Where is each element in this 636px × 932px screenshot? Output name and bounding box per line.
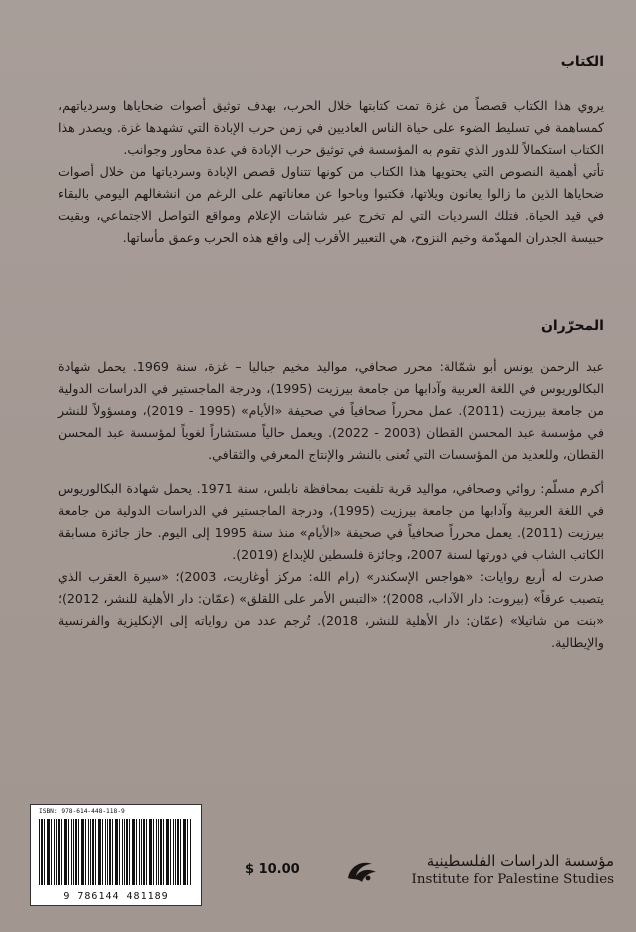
publisher-logo-block [344, 852, 614, 892]
ips-logo-icon [344, 856, 380, 886]
book-paragraph-2: تأتي أهمية النصوص التي يحتويها هذا الكتاب من كونها تتناول قصص الإبادة وسردياتها من خلال أصوات ضحاياها الذين ما زالوا يعانون ويلاتها، فكتبوا وباحوا عن معاناتهم على الرغم من انشغالهم اليومي بالبقاء في قيد الحياة. فتلك السرديات التي لم تخرج عبر شاشات الإعلام ومواقع التواصل الاجتماعي، وبقيت حبيسة الجدران المهدّمة وخيم النزوح، هي التعبير الأقرب إلى واقع هذه الحرب وعمق مأساتها. [58, 164, 604, 245]
editor-2-bio: أكرم مسلّم: روائي وصحافي، مواليد قرية تلفيت بمحافظة نابلس، سنة 1971. يحمل شهادة البكالوريوس في اللغة العربية وآدابها من جامعة بيرزيت (1995)، ودرجة الماجستير في الدراسات الدولية من جامعة بيرزيت (2011). يعمل محرراً صحافياً في صحيفة «الأيام» منذ سنة 1995 إلى اليوم. حاز جائزة مسابقة الكاتب الشاب في دورتها لسنة 2007، وجائزة فلسطين للإبداع (2019). [58, 481, 604, 562]
barcode [30, 804, 202, 906]
book-paragraph-1: يروي هذا الكتاب قصصاً من غزة تمت كتابتها خلال الحرب، بهدف توثيق أصوات ضحاياها وسردياتهم، كمساهمة في تسليط الضوء على حياة الناس العاديين في زمن حرب الإبادة التي تشهدها غزة. ويصدر هذا الكتاب استكمالاً للدور الذي تقوم به المؤسسة في توثيق حرب الإبادة في عدة محاور وجوانب. [58, 98, 604, 157]
barcode-number: 9 786144 481189 [63, 891, 169, 902]
barcode-bars [39, 819, 191, 885]
publisher-name-en: Institute for Palestine Studies [411, 872, 614, 887]
publisher-name-ar: مؤسسة الدراسات الفلسطينية [426, 852, 614, 870]
editor-2-novels: صدرت له أربع روايات: «هواجس الإسكندر» (رام الله: مركز أوغاريت، 2003)؛ «سيرة العقرب الذي يتصبب عرقاً» (بيروت: دار الآداب، 2008)؛ «التبس الأمر على اللقلق» (عمّان: دار الأهلية للنشر، 2012)؛ «بنت من شاتيلا» (عمّان: دار الأهلية للنشر، 2018). تُرجم عدد من رواياته إلى الإنكليزية والفرنسية والإيطالية. [58, 569, 604, 650]
book-heading: الكتاب [560, 54, 604, 70]
isbn-text: ISBN: 978-614-448-118-9 [39, 808, 125, 815]
editor-1-bio: عبد الرحمن يونس أبو شمّالة: محرر صحافي، مواليد مخيم جباليا – غزة، سنة 1969. يحمل شهادة البكالوريوس في اللغة العربية وآدابها من جامعة بيرزيت (1995)، ودرجة الماجستير في الدراسات الدولية من جامعة بيرزيت (2011). عمل محرراً صحافياً في صحيفة «الأيام» (1995 - 2019)، ومسؤولاً للنشر في مؤسسة عبد المحسن القطان (2003 - 2022). ويعمل حالياً مستشاراً لغوياً لمؤسسة عبد المحسن القطان، وللعديد من المؤسسات التي تُعنى بالنشر والإنتاج المعرفي والثقافي. [58, 359, 604, 462]
price: $ 10.00 [245, 862, 300, 877]
editors-heading: المحرّران [540, 318, 604, 334]
